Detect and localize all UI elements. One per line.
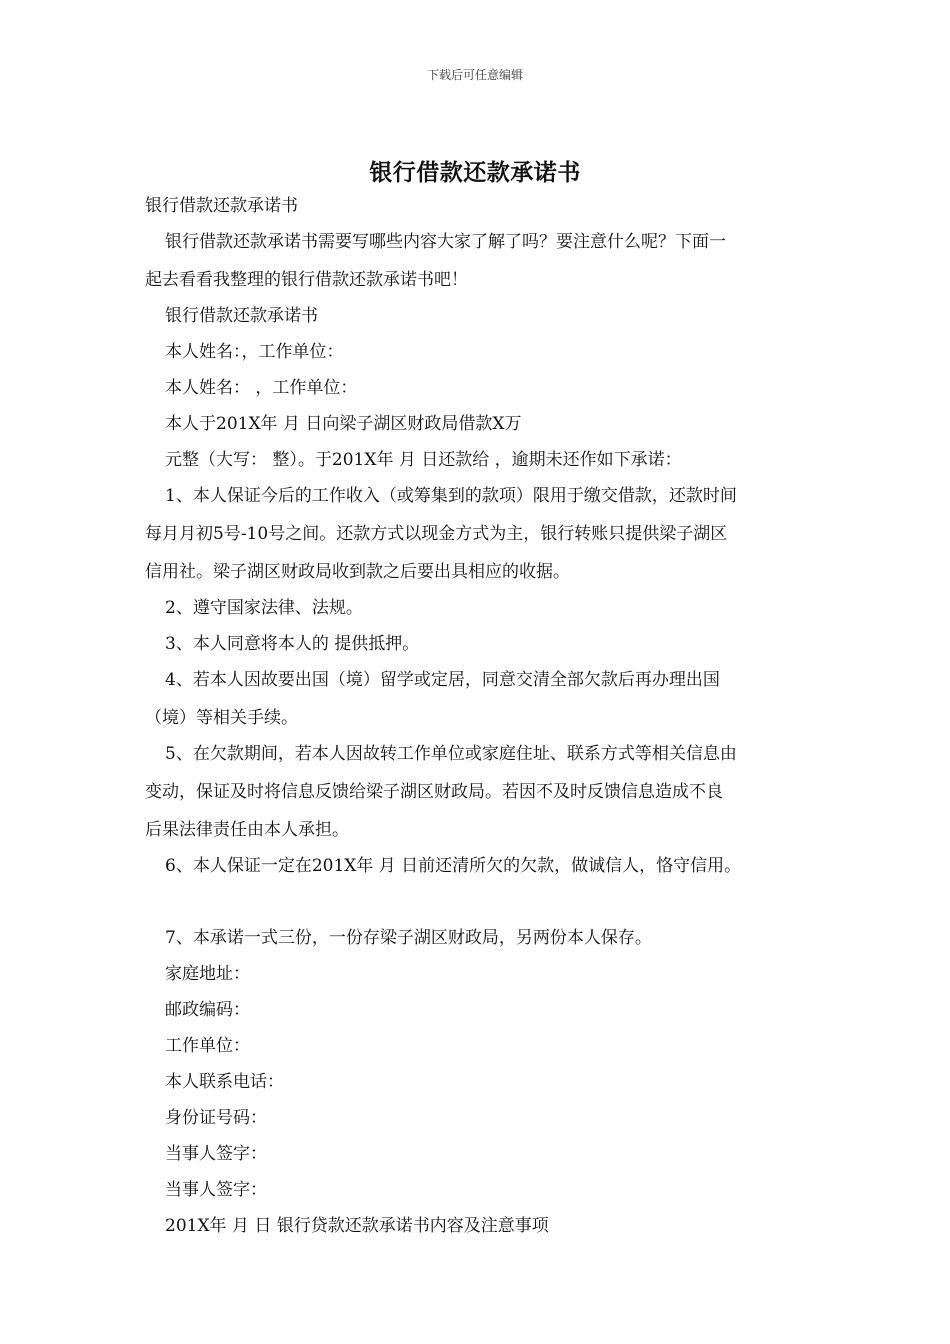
- postal-code-label: 邮政编码：: [165, 1000, 250, 1020]
- work-unit-label: 工作单位：: [165, 1036, 250, 1056]
- document-body: [145, 196, 810, 1236]
- clause-5-line-3: 后果法律责任由本人承担。: [145, 820, 349, 840]
- signature-label-1: 当事人签字：: [165, 1144, 267, 1164]
- id-number-label: 身份证号码：: [165, 1108, 267, 1128]
- clause-6: 6、本人保证一定在201X年 月 日前还清所欠的欠款，做诚信人，恪守信用。: [165, 856, 742, 876]
- clause-5-line-1: 5、在欠款期间，若本人因故转工作单位或家庭住址、联系方式等相关信息由: [165, 744, 737, 764]
- clause-4-line-1: 4、若本人因故要出国（境）留学或定居，同意交清全部欠款后再办理出国: [165, 670, 720, 690]
- clause-1-line-3: 信用社。梁子湖区财政局收到款之后要出具相应的收据。: [145, 562, 570, 582]
- name-work-line-2: 本人姓名： ，工作单位：: [165, 378, 358, 398]
- loan-statement-line-2: 元整（大写： 整）。于201X年 月 日还款给 ，逾期未还作如下承诺：: [165, 450, 682, 470]
- clause-2: 2、遵守国家法律、法规。: [165, 598, 363, 618]
- page-title: 银行借款还款承诺书: [369, 159, 581, 186]
- clause-1-line-1: 1、本人保证今后的工作收入（或筹集到的款项）限用于缴交借款，还款时间: [165, 486, 737, 506]
- clause-3: 3、本人同意将本人的 提供抵押。: [165, 634, 420, 654]
- date-footer-line: 201X年 月 日 银行贷款还款承诺书内容及注意事项: [165, 1216, 549, 1236]
- section-heading: 银行借款还款承诺书: [165, 306, 318, 326]
- intro-line-1: 银行借款还款承诺书需要写哪些内容大家了解了吗？要注意什么呢？下面一: [165, 232, 726, 252]
- clause-7: 7、本承诺一式三份，一份存梁子湖区财政局，另两份本人保存。: [165, 928, 652, 948]
- clause-4-line-2: （境）等相关手续。: [145, 708, 298, 728]
- subtitle-line: 银行借款还款承诺书: [145, 196, 298, 216]
- clause-1-line-2: 每月月初5号-10号之间。还款方式以现金方式为主，银行转账只提供梁子湖区: [145, 524, 728, 544]
- header-note: 下载后可任意编辑: [426, 68, 523, 82]
- home-address-label: 家庭地址：: [165, 964, 250, 984]
- clause-5-line-2: 变动，保证及时将信息反馈给梁子湖区财政局。若因不及时反馈信息造成不良: [145, 782, 723, 802]
- name-work-line-1: 本人姓名：，工作单位：: [165, 342, 344, 362]
- intro-line-2: 起去看看我整理的银行借款还款承诺书吧！: [145, 270, 468, 290]
- loan-statement-line-1: 本人于201X年 月 日向梁子湖区财政局借款X万: [165, 414, 522, 434]
- signature-label-2: 当事人签字：: [165, 1180, 267, 1200]
- phone-label: 本人联系电话：: [165, 1072, 284, 1092]
